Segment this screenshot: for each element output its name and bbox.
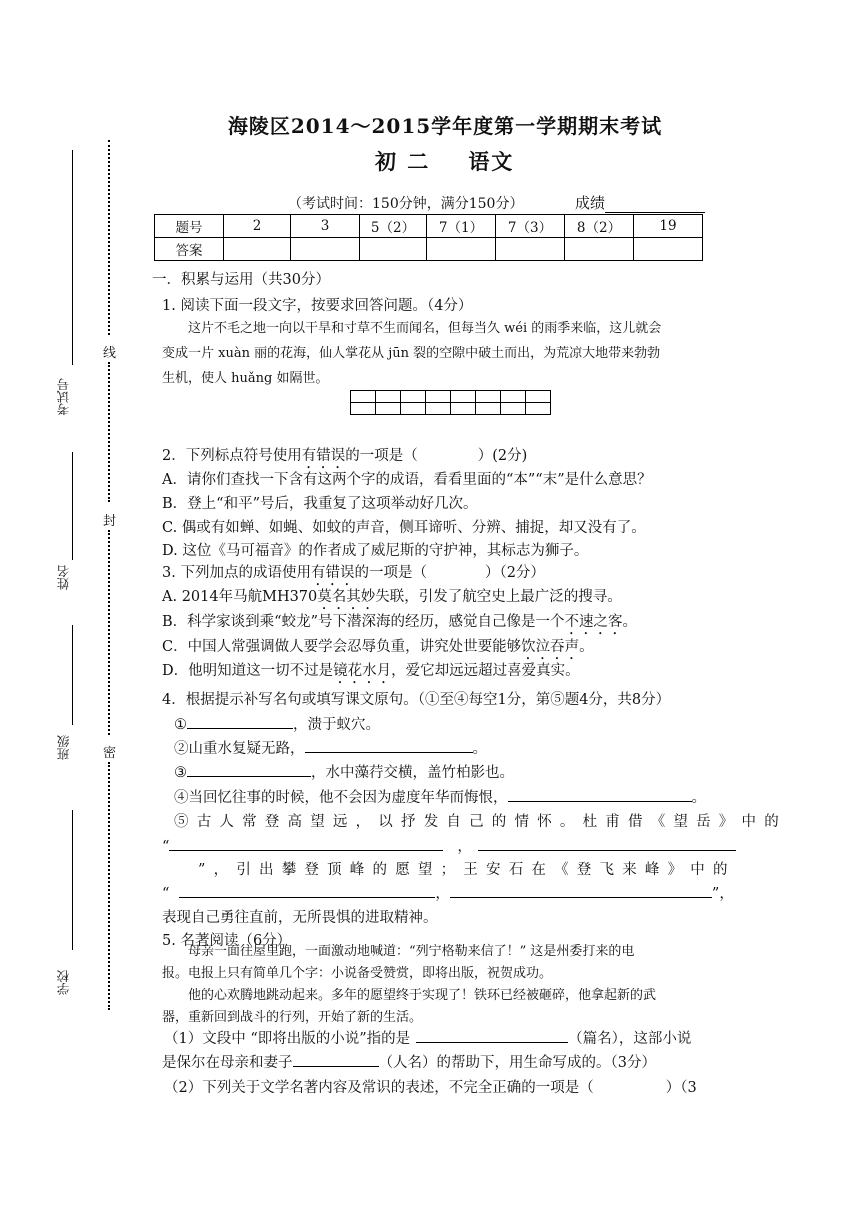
answer-table (154, 214, 703, 261)
q4-item-5-line-4: “ ， ”， (162, 886, 734, 902)
q1-answer-grid[interactable] (350, 390, 551, 415)
answer-cell[interactable] (427, 238, 496, 261)
q4-item-1: ① ，溃于蚁穴。 (174, 717, 380, 733)
q4-blank-5c[interactable] (179, 884, 435, 898)
q5-sub-1: （1）文段中 “即将出版的小说”指的是 （篇名），这部小说 (164, 1031, 692, 1047)
margin-line-2 (72, 452, 73, 560)
answer-cell[interactable] (291, 238, 360, 261)
q1-passage: 这片不毛之地一向以干旱和寸草不生而闻名，但每当久 wéi 的雨季来临，这儿就会 变成一片 xuàn 丽的花海，仙人掌花从 jūn 裂的空隙中破土而出，为荒凉大地带来勃勃 生机，使人 huǎng 如隔世。 (162, 321, 662, 386)
seal-char-line: 线 (103, 346, 117, 361)
q2-stem: 2．下列标点符号使用有错误的一项是（ ）(2分) (162, 448, 528, 464)
q5-passage: 母亲一面往屋里跑，一面激动地喊道：“列宁格勒来信了！” 这是州委打来的电 报。电报上只有简单几个字：小说备受赞赏，即将出版，祝贺成功。 他的心欢腾地跳动起来。多年的愿望终于实现了！铁环已经被砸碎，他拿起新的武 器，重新回到战斗的行列，开始了新的生活。 (162, 944, 657, 1025)
seal-char-seal: 封 (103, 514, 117, 529)
q5-sub-2: （2）下列关于文学名著内容及常识的表述，不完全正确的一项是（ ）（3 (164, 1080, 697, 1096)
margin-label-class: 班级 (56, 735, 71, 760)
q4-blank-2[interactable] (305, 739, 473, 753)
score-blank[interactable] (605, 198, 705, 213)
q4-item-4: ④当回忆往事的时候，他不会因为虚度年华而悔恨， 。 (174, 790, 706, 806)
seal-char-secret: 密 (103, 746, 117, 761)
q2-option-b: B．登上“和平”号后，我重复了这项举动好几次。 (162, 496, 478, 512)
q1-stem: 1. 阅读下面一段文字，按要求回答问题。（4分） (162, 298, 473, 314)
exam-info: （考试时间：150分钟，满分150分） (288, 196, 524, 212)
q4-item-5-line-2: “ ， (162, 835, 736, 856)
margin-line-4 (72, 810, 73, 950)
q3-stem: 3. 下列加点的成语使用有错误的一项是（ ）（2分） (162, 565, 545, 581)
exam-title: 海陵区2014～2015学年度第一学期期末考试 (227, 114, 663, 138)
q4-blank-5a[interactable] (169, 837, 443, 851)
margin-label-name: 姓名 (56, 565, 71, 590)
q4-stem: 4．根据提示补写名句或填写课文原句。（①至④每空1分，第⑤题4分，共8分） (162, 692, 671, 708)
margin-line-1 (72, 150, 73, 365)
answer-cell[interactable] (360, 238, 427, 261)
q2-option-c: C. 偶或有如蝉、如蝇、如蚊的声音，侧耳谛听、分辨、捕捉，却又没有了。 (162, 520, 646, 536)
margin-dots-2 (108, 362, 110, 502)
exam-subtitle: 初 二 语文 (375, 149, 515, 174)
q4-blank-5b[interactable] (478, 837, 736, 851)
q4-blank-3[interactable] (187, 763, 311, 777)
answer-cell[interactable] (565, 238, 634, 261)
q4-blank-1[interactable] (187, 715, 293, 729)
q2-option-d: D. 这位《马可福音》的作者成了威尼斯的守护神，其标志为狮子。 (162, 543, 589, 559)
q4-item-5-line-5: 表现自己勇往直前，无所畏惧的进取精神。 (162, 910, 438, 926)
margin-dots-3 (108, 530, 110, 735)
q4-blank-4[interactable] (508, 788, 692, 802)
margin-dots-1 (108, 140, 110, 335)
answer-cell[interactable] (634, 238, 703, 261)
answer-cell[interactable] (496, 238, 565, 261)
margin-label-school: 学校 (56, 970, 71, 995)
q2-option-a: A．请你们查找一下含有这两个字的成语，看看里面的“本”“末”是什么意思？ (162, 472, 652, 488)
q5-blank-title[interactable] (416, 1029, 568, 1043)
q3-option-d: D．他明知道这一切不过是镜花水月，爱它却远远超过喜爱真实。 (162, 663, 580, 679)
q4-blank-5d[interactable] (450, 884, 712, 898)
margin-line-3 (72, 625, 73, 725)
q4-item-2: ②山重水复疑无路， 。 (174, 741, 487, 757)
answer-cell[interactable] (224, 238, 291, 261)
score-field: 成绩 (575, 192, 705, 213)
q4-item-5: ⑤古人常登高望远，以抒发自己的情怀。杜甫借《望岳》中的 (174, 814, 787, 830)
table-row: 答案 (155, 238, 703, 261)
q5-sub-1-line-2: 是保尔在母亲和妻子 （人名）的帮助下，用生命写成的。（3分） (162, 1055, 656, 1071)
q4-item-5-line-3: ”，引出攀登顶峰的愿望；王安石在《登飞来峰》中的 (198, 862, 736, 878)
q4-item-3: ③ ，水中藻荇交横，盖竹柏影也。 (174, 765, 514, 781)
q5-stem: 5. 名著阅读（6分） (162, 933, 292, 949)
section-heading: 一．积累与运用（共30分） (152, 272, 330, 288)
q3-option-c: C．中国人常强调做人要学会忍辱负重，讲究处世要能够饮泣吞声。 (162, 639, 594, 655)
q3-option-b: B．科学家谈到乘“蛟龙”号下潜深海的经历，感觉自己像是一个不速之客。 (162, 614, 637, 630)
margin-label-exam-number: 考试号 (56, 378, 71, 416)
table-row: 题号 2 3 5（2） 7（1） 7（3） 8（2） 19 (155, 215, 703, 238)
q5-blank-name[interactable] (293, 1053, 379, 1067)
q3-option-a: A. 2014年马航MH370莫名其妙失联，引发了航空史上最广泛的搜寻。 (162, 589, 622, 605)
margin-dots-4 (108, 762, 110, 1010)
